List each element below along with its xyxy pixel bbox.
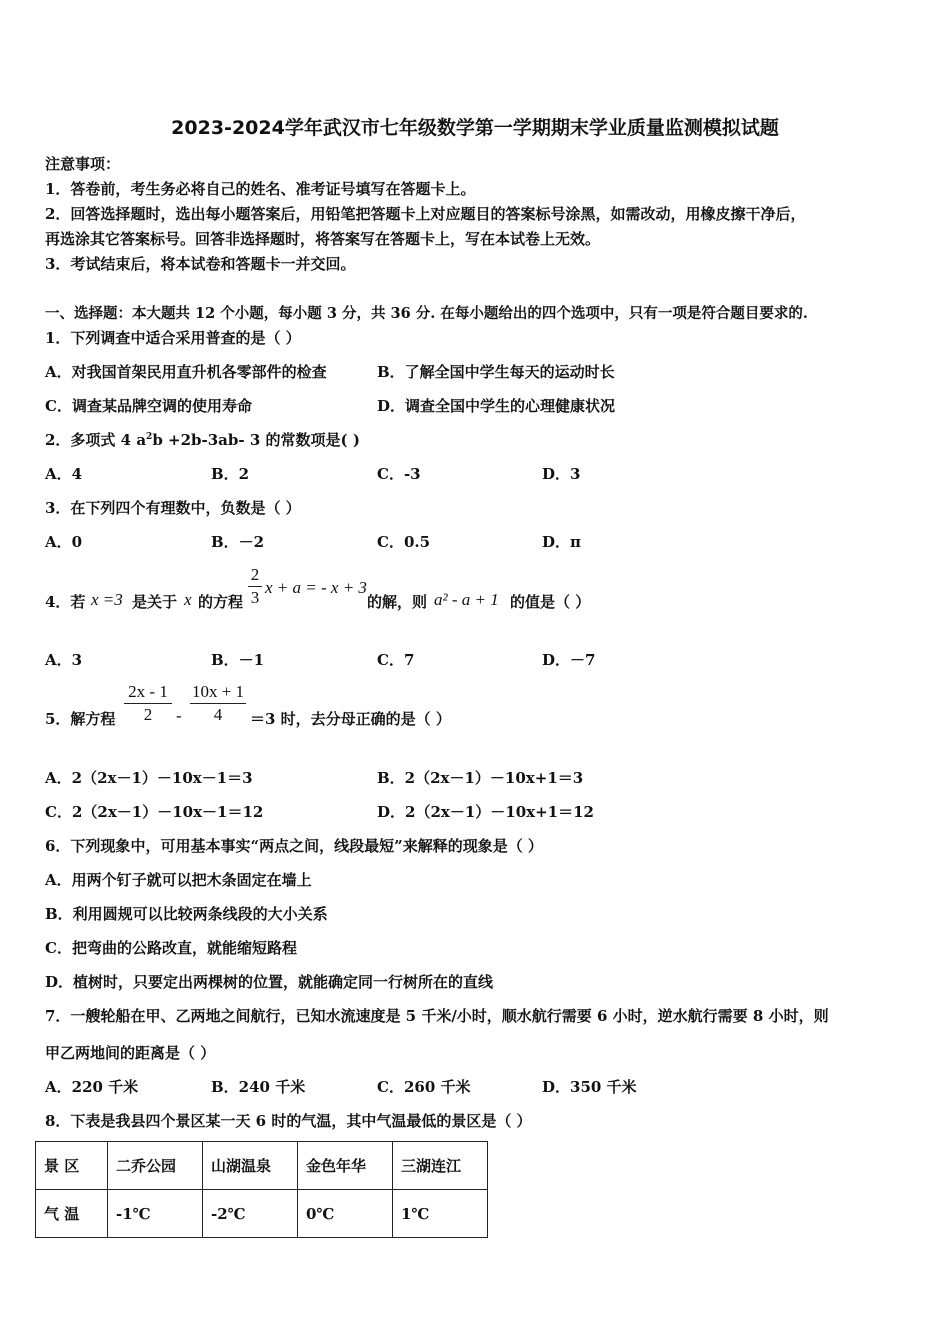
- question-4-option-a: A．3: [45, 651, 83, 669]
- question-7-stem-line-2: 甲乙两地间的距离是（ ）: [45, 1044, 216, 1062]
- question-4-option-c: C．7: [377, 651, 415, 669]
- question-6-option-d: D．植树时，只要定出两棵树的位置，就能确定同一行树所在的直线: [45, 973, 494, 991]
- question-5-minus-sign: -: [176, 706, 182, 725]
- question-6-option-c: C．把弯曲的公路改直，就能缩短路程: [45, 939, 297, 957]
- question-2-option-b: B．2: [211, 465, 250, 483]
- notice-item-3: 3．考试结束后，将本试卷和答题卡一并交回。: [45, 255, 356, 273]
- question-4-fraction: [248, 565, 262, 608]
- table-header-cell: 三湖连江: [393, 1142, 488, 1190]
- fraction-denominator: 3: [250, 588, 260, 607]
- question-4-math-equation: x + a = - x + 3: [265, 578, 367, 597]
- question-2-option-a: A．4: [45, 465, 83, 483]
- table-cell: 气 温: [36, 1190, 108, 1238]
- notice-item-2-line-1: 2．回答选择题时，选出每小题答案后，用铅笔把答题卡上对应题目的答案标号涂黑，如需改动，用橡皮擦干净后，: [45, 205, 806, 223]
- question-3-option-b: B．－2: [211, 533, 265, 551]
- table-cell: 0℃: [298, 1190, 393, 1238]
- fraction-bar: [248, 586, 262, 587]
- question-4-text-5: 的值是（ ）: [510, 593, 591, 611]
- question-3-option-a: A．0: [45, 533, 83, 551]
- question-3-stem: 3．在下列四个有理数中，负数是（ ）: [45, 499, 301, 517]
- table-header-cell: 山湖温泉: [203, 1142, 298, 1190]
- question-2-option-d: D．3: [542, 465, 581, 483]
- question-5-option-c: C．2（2x－1）－10x－1＝12: [45, 803, 264, 821]
- question-2-option-c: C．-3: [377, 465, 421, 483]
- question-3-option-d: D．π: [542, 533, 581, 551]
- fraction-bar: [190, 703, 246, 704]
- temperature-table: [35, 1141, 488, 1238]
- question-4-math-x: x: [184, 590, 192, 609]
- fraction-bar: [124, 703, 172, 704]
- question-7-option-a: A．220 千米: [45, 1078, 139, 1096]
- fraction-numerator: 10x + 1: [191, 682, 245, 701]
- question-4-option-b: B．－1: [211, 651, 265, 669]
- question-5-option-a: A．2（2x－1）－10x－1＝3: [45, 769, 253, 787]
- question-5-text-1: 5．解方程: [45, 710, 116, 728]
- question-2-stem: 2．多项式 4 $a^2b +2b-3ab-$ 3 的常数项是( ): [45, 431, 360, 449]
- question-4-text-2: 是关于: [132, 593, 178, 611]
- question-3-option-c: C．0.5: [377, 533, 431, 551]
- page-title: 2023-2024学年武汉市七年级数学第一学期期末学业质量监测模拟试题: [171, 117, 779, 139]
- question-5-option-d: D．2（2x－1）－10x+1＝12: [377, 803, 594, 821]
- table-cell: -2℃: [203, 1190, 298, 1238]
- question-4-math-x-eq-3: x =3: [91, 590, 123, 609]
- question-7-option-d: D．350 千米: [542, 1078, 637, 1096]
- table-header-cell: 二乔公园: [108, 1142, 203, 1190]
- question-4-option-d: D．－7: [542, 651, 596, 669]
- table-row: [36, 1142, 488, 1190]
- question-7-option-b: B．240 千米: [211, 1078, 306, 1096]
- question-1-option-d: D．调查全国中学生的心理健康状况: [377, 397, 616, 415]
- table-cell: 1℃: [393, 1190, 488, 1238]
- question-6-option-b: B．利用圆规可以比较两条线段的大小关系: [45, 905, 328, 923]
- section-heading: 一、选择题：本大题共 12 个小题，每小题 3 分，共 36 分. 在每小题给出的四个选项中，只有一项是符合题目要求的.: [45, 305, 808, 322]
- question-5-text-2: ＝3 时，去分母正确的是（ ）: [250, 710, 451, 728]
- question-5-fraction-1: [124, 682, 172, 725]
- question-7-option-c: C．260 千米: [377, 1078, 471, 1096]
- question-6-option-a: A．用两个钉子就可以把木条固定在墙上: [45, 871, 312, 889]
- question-6-stem: 6．下列现象中，可用基本事实“两点之间，线段最短”来解释的现象是（ ）: [45, 837, 543, 855]
- question-1-option-a: A．对我国首架民用直升机各零部件的检查: [45, 363, 327, 381]
- notice-item-2-line-2: 再选涂其它答案标号。回答非选择题时，将答案写在答题卡上，写在本试卷上无效。: [45, 230, 601, 248]
- question-5-option-b: B．2（2x－1）－10x+1＝3: [377, 769, 584, 787]
- table-cell: -1℃: [108, 1190, 203, 1238]
- fraction-denominator: 4: [213, 705, 223, 724]
- question-8-stem: 8．下表是我县四个景区某一天 6 时的气温，其中气温最低的景区是（ ）: [45, 1112, 532, 1130]
- table-header-cell: 金色年华: [298, 1142, 393, 1190]
- fraction-denominator: 2: [143, 705, 153, 724]
- table-row: [36, 1190, 488, 1238]
- question-4-text-3: 的方程: [198, 593, 244, 611]
- notice-item-1: 1．答卷前，考生务必将自己的姓名、准考证号填写在答题卡上。: [45, 180, 476, 198]
- notice-heading: 注意事项：: [45, 155, 121, 173]
- question-4-text-4: 的解，则: [367, 593, 428, 611]
- fraction-numerator: 2x - 1: [128, 682, 168, 701]
- question-4-text-1: 4．若: [45, 593, 86, 611]
- question-1-option-b: B．了解全国中学生每天的运动时长: [377, 363, 615, 381]
- question-1-option-c: C．调查某品牌空调的使用寿命: [45, 397, 252, 415]
- question-4-math-expression: a² - a + 1: [434, 590, 499, 609]
- fraction-numerator: 2: [250, 565, 260, 584]
- question-7-stem-line-1: 7．一艘轮船在甲、乙两地之间航行，已知水流速度是 5 千米/小时，顺水航行需要 6 小时，逆水航行需要 8 小时，则: [45, 1007, 829, 1025]
- question-1-stem: 1．下列调查中适合采用普查的是（ ）: [45, 329, 301, 347]
- question-5-fraction-2: [190, 682, 246, 725]
- table-header-cell: 景 区: [36, 1142, 108, 1190]
